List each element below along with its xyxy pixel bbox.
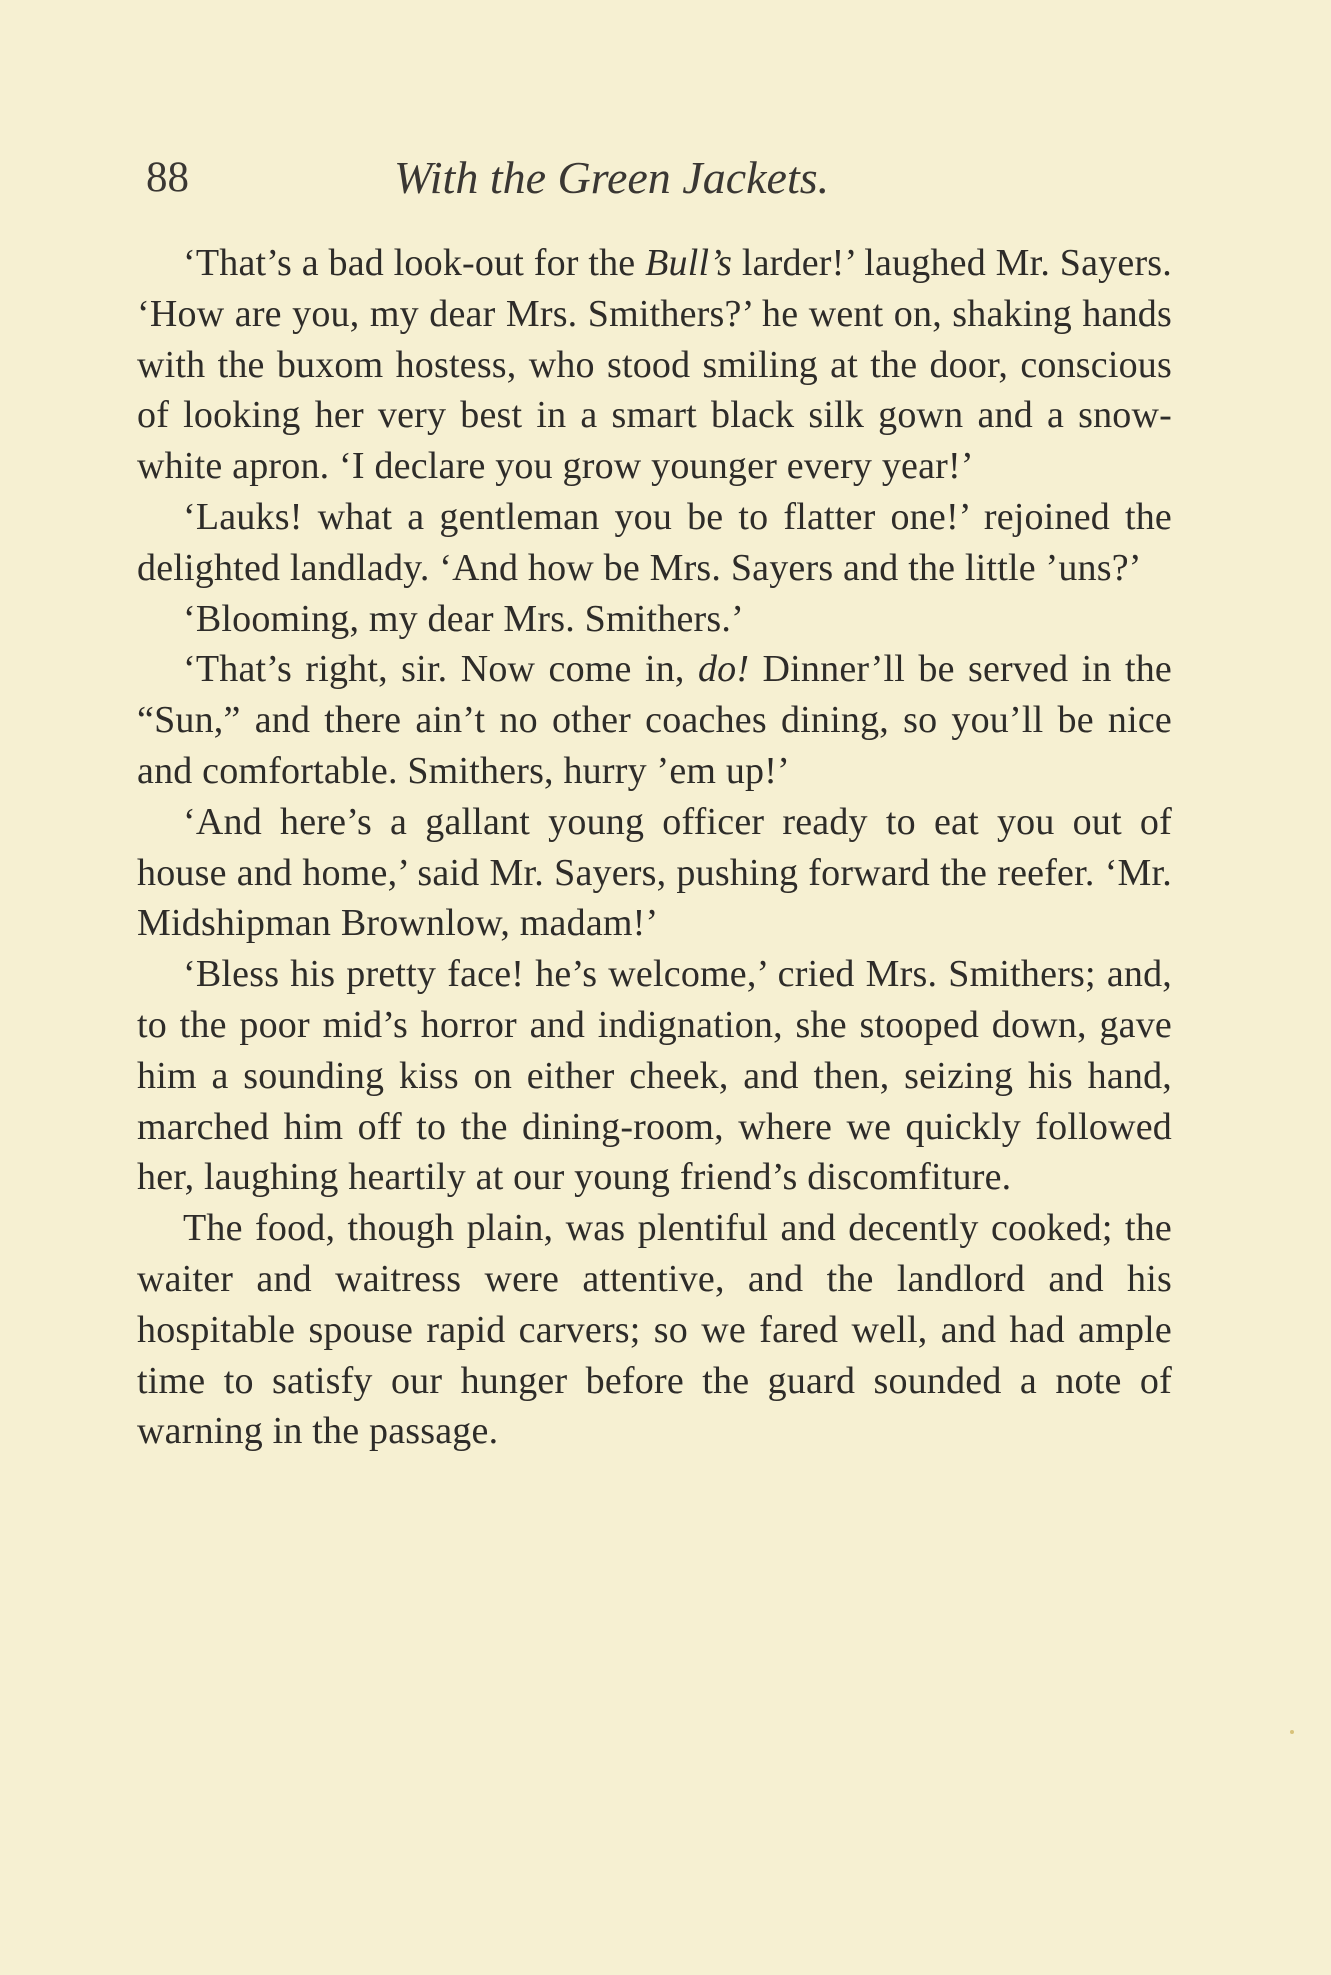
page-number: 88 — [146, 154, 189, 201]
paragraph-4 — [137, 644, 1172, 796]
paragraph-6-text: ‘Bless his pretty face! he’s welcome,’ cried Mrs. Smithers; and, to the poor mid’s horror and indignation, she stooped down, gave him a sounding kiss on either cheek, and then, seizing his hand, marched him off to the dining-room, where we quickly followed her, laughing heartily at our young friend’s discomfiture. — [137, 953, 1172, 1199]
paragraph-6 — [137, 949, 1172, 1203]
paragraph-1-italic: Bull’s — [645, 242, 733, 284]
paragraph-5 — [137, 797, 1172, 949]
running-title: With the Green Jackets. — [394, 152, 830, 203]
paragraph-4-italic: do! — [697, 648, 750, 691]
paragraph-4-text-end: Dinner’ll be served in the “Sun,” and there ain’t no other coaches dining, so you’ll be nice and comfortable. Smithers, hurry ’em up!’ — [137, 648, 1172, 792]
paragraph-1-text-start: ‘That’s a bad look-out for the — [183, 242, 646, 284]
paragraph-4-text-start: ‘That’s right, sir. Now come in, — [183, 648, 698, 691]
paragraph-1 — [137, 238, 1172, 492]
paragraph-3 — [137, 594, 1172, 645]
paragraph-1-text-end: larder!’ laughed Mr. Sayers. ‘How are you, my dear Mrs. Smithers?’ he went on, shaking hands with the buxom hostess, who stood smiling at the door, conscious of looking her very best in a smart black silk gown and a snow-white apron. ‘I declare you grow younger every year!’ — [137, 242, 1172, 488]
paper-speck — [1290, 1730, 1294, 1734]
body-text — [137, 238, 1172, 1457]
paragraph-7 — [137, 1203, 1172, 1457]
page-header — [146, 148, 1186, 208]
paragraph-3-text: ‘Blooming, my dear Mrs. Smithers.’ — [183, 597, 744, 640]
paragraph-2-text: ‘Lauks! what a gentleman you be to flatter one!’ rejoined the delighted landlady. ‘And how be Mrs. Sayers and the little ’uns?’ — [137, 495, 1172, 589]
paragraph-7-text: The food, though plain, was plentiful and decently cooked; the waiter and waitress were attentive, and the landlord and his hospitable spouse rapid carvers; so we fared well, and had ample time to satisfy our hunger before the guard sounded a note of warning in the passage. — [137, 1207, 1172, 1453]
paragraph-2 — [137, 492, 1172, 594]
paragraph-5-text: ‘And here’s a gallant young officer ready to eat you out of house and home,’ said Mr. Sayers, pushing forward the reefer. ‘Mr. Midshipman Brownlow, madam!’ — [137, 800, 1172, 945]
